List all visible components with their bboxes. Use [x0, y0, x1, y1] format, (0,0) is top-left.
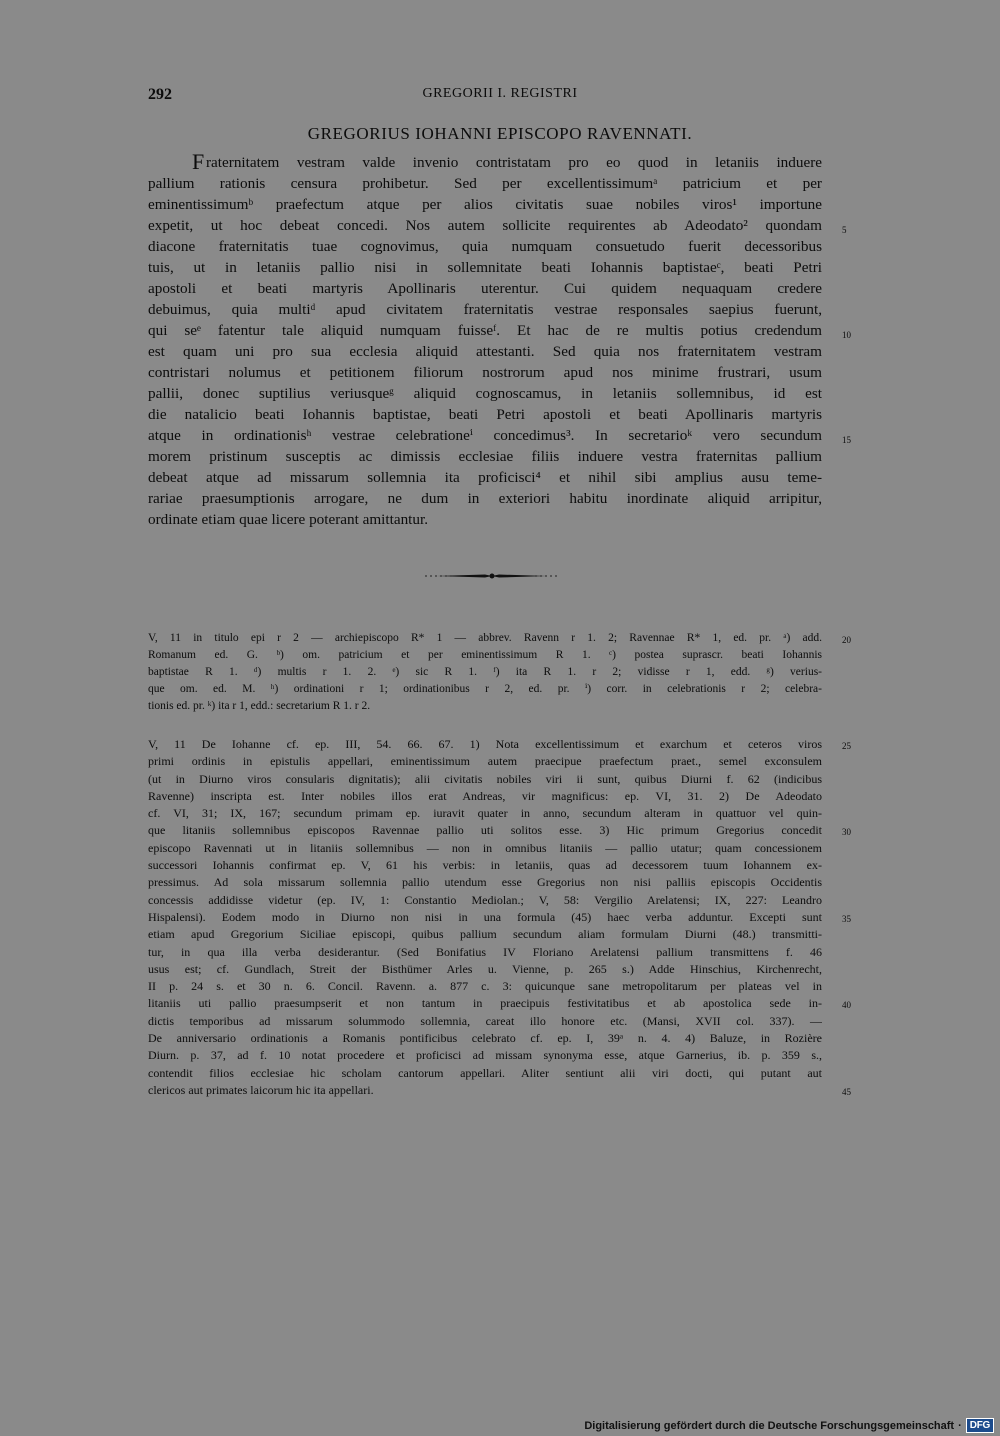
- text-line: [148, 664, 822, 681]
- text-line: [148, 995, 851, 1012]
- line-text: debeat atque ad missarum sollemnia ita proficisci⁴ et nihil sibi amplius ausu teme-: [148, 469, 822, 486]
- line-number: 20: [842, 635, 851, 645]
- text-line: [148, 320, 851, 341]
- text-line: [148, 926, 822, 943]
- line-text: expetit, ut hoc debeat concedi. Nos autem sollicite requirentes ab Adeodato² quondam: [148, 217, 822, 234]
- text-line: F raternitatem vestram valde invenio contristatam pro eo quod in letaniis induere: [148, 152, 822, 173]
- line-number: 40: [842, 1000, 851, 1011]
- text-line: [148, 1013, 822, 1030]
- line-number: 10: [842, 330, 851, 340]
- line-text: pallium rationis censura prohibetur. Sed per excellentissimumᵃ patricium et per: [148, 175, 822, 192]
- text-line: [148, 488, 822, 509]
- dfg-logo: DFG: [966, 1418, 994, 1433]
- text-line: [148, 509, 822, 530]
- line-number: 30: [842, 827, 851, 838]
- line-text: raternitatem vestram valde invenio contristatam pro eo quod in letaniis induere: [206, 154, 822, 171]
- line-text: Diurn. p. 37, ad f. 10 notat procedere et proficisci ad missam synonyma esse, atque Garnerius, ib. p. 359 s.,: [148, 1048, 822, 1063]
- text-line: [148, 194, 822, 215]
- line-text: primi ordinis in epistulis appellari, eminentissimum autem praecipue praefectum praet., semel exconsulem: [148, 754, 822, 769]
- line-text: tionis ed. pr. ᵏ) ita r 1, edd.: secretarium R 1. r 2.: [148, 700, 371, 712]
- commentary-notes: [148, 736, 851, 1099]
- line-text: cf. VI, 31; IX, 167; secundum primam ep. iuravit quater in anno, secundum alteram in quattuor vel quin-: [148, 806, 822, 821]
- line-text: litaniis uti pallio praesumpserit et non tantum in praecipuis festivitatibus et ab apostolica sede in-: [148, 996, 822, 1011]
- text-line: [148, 874, 822, 891]
- text-line: [148, 362, 822, 383]
- line-text: usus est; cf. Gundlach, Streit der Bisthümer Arles u. Vienne, p. 265 s.) Adde Hinschius, Kirchenrecht,: [148, 961, 822, 976]
- line-text: die natalicio beati Iohannis baptistae, beati Petri apostoli et beati Apollinaris martyris: [148, 406, 822, 423]
- text-line: [148, 446, 822, 467]
- line-text: successori Iohannis confirmat ep. V, 61 his verbis: in letaniis, quas ad decessorem tuum Iohannem ex-: [148, 858, 822, 873]
- line-number: 25: [842, 741, 851, 751]
- text-line: [148, 840, 822, 857]
- footer-credit: Digitalisierung gefördert durch die Deutsche Forschungsgemeinschaft · DFG: [584, 1418, 994, 1433]
- line-text: De anniversario ordinationis a Romanis pontificibus celebrato cf. ep. I, 39ᵃ n. 4. 4) Baluze, in Rozière: [148, 1031, 822, 1046]
- text-line: [148, 383, 822, 404]
- line-number: 45: [842, 1086, 851, 1097]
- footer-text: Digitalisierung gefördert durch die Deutsche Forschungsgemeinschaft: [584, 1419, 955, 1432]
- text-line: [148, 805, 822, 822]
- line-text: qui seᵉ fatentur tale aliquid numquam fuisseᶠ. Et hac de re multis potius credendum: [148, 322, 822, 339]
- text-line: [148, 1030, 822, 1047]
- line-text: (ut in Diurno viros consularis dignitatis); alii civitatis nobiles viri ii sunt, quibus Diurni f. 62 (indicibus: [148, 771, 822, 786]
- text-line: [148, 236, 822, 257]
- text-line: [148, 299, 822, 320]
- line-text: que om. ed. M. ʰ) ordinationi r 1; ordinationibus r 2, ed. pr. ⁱ) corr. in celebrationis r 2; celebra-: [148, 683, 822, 695]
- text-line: [148, 425, 851, 446]
- line-text: diacone fraternitatis tuae cognovimus, quia numquam consuetudo fuerit decessoribus: [148, 238, 822, 255]
- line-text: clericos aut primates laicorum hic ita appellari.: [148, 1082, 374, 1097]
- text-line: [148, 857, 822, 874]
- text-line: [148, 698, 822, 715]
- text-line: [148, 788, 822, 805]
- line-text: Romanum ed. G. ᵇ) om. patricium et per eminentissimum R 1. ᶜ) postea suprascr. beati Iohannis: [148, 649, 822, 661]
- line-text: dictis temporibus ad missarum solummodo sollemnia, careat illo honore etc. (Mansi, XVII col. 337). —: [148, 1013, 822, 1028]
- line-text: II p. 24 s. et 30 n. 6. Concil. Ravenn. a. 877 c. 3: quicunque sane metropolitarum per plateas vel in: [148, 979, 822, 994]
- page-number: 292: [148, 86, 172, 103]
- line-text: episcopo Ravennati ut in litaniis sollemnibus — non in omnibus litaniis — pallio utatur; quam concessionem: [148, 840, 822, 855]
- line-text: que litaniis sollemnibus episcopos Ravennae pallio uti solitos esse. 3) Hic primum Gregorius concedit: [148, 823, 822, 838]
- text-line: [148, 467, 822, 488]
- line-text: V, 11 in titulo epi r 2 — archiepiscopo R* 1 — abbrev. Ravenn r 1. 2; Ravennae R* 1, ed. pr. ᵃ) add.: [148, 632, 822, 644]
- line-text: Hispalensi). Eodem modo in Diurno non nisi in una formula (45) haec verba adduntur. Excepti sunt: [148, 909, 822, 924]
- ornament-divider: [425, 572, 559, 580]
- line-text: concessis addidisse videtur (ep. IV, 1: Constantio Mediolan.; V, 58: Vergilio Arelatensi; IX, 227: Leandro: [148, 892, 822, 907]
- line-text: contendit filios ecclesiae hic scholam cantorum appellari. Aliter sentiunt alii viri docti, qui putant aut: [148, 1065, 822, 1080]
- text-line: [148, 630, 851, 647]
- line-number: 35: [842, 913, 851, 924]
- line-text: contristari nolumus et petitionem filiorum nostrorum apud nos minime frustrari, usum: [148, 364, 822, 381]
- letter-body: [148, 149, 851, 530]
- text-line: [148, 753, 822, 770]
- line-number: 5: [842, 225, 847, 235]
- line-text: morem pristinum susceptis ac dimissis ecclesiae filiis induere vestra fraternitas pallium: [148, 448, 822, 465]
- line-text: pressimus. Ad sola missarum sollemnia pallio utendum esse Gregorius non nisi palliis episcopis Occidentis: [148, 875, 822, 890]
- text-line: [148, 257, 822, 278]
- text-line: [148, 909, 851, 926]
- critical-apparatus: [148, 630, 851, 715]
- line-text: apostoli et beati martyris Apollinaris uterentur. Cui quidem nequaquam credere: [148, 280, 822, 297]
- line-text: debuimus, quia multiᵈ apud civitatem fraternitatis vestrae responsales saepius fuerunt,: [148, 301, 822, 318]
- text-line: [148, 892, 822, 909]
- text-line: [148, 978, 822, 995]
- line-text: atque in ordinationisʰ vestrae celebrationeⁱ concedimus³. In secretarioᵏ vero secundum: [148, 427, 822, 444]
- line-text: tuis, ut in letaniis pallio nisi in sollemnitate beati Iohannis baptistaeᶜ, beati Petri: [148, 259, 822, 276]
- line-text: ordinate etiam quae licere poterant amittantur.: [148, 511, 429, 528]
- line-text: tur, in qua illa verba desiderantur. (Sed Bonifatius IV Floriano Arelatensi pallium transmittens f. 46: [148, 944, 822, 959]
- text-line: [148, 736, 851, 753]
- running-head: GREGORII I. REGISTRI: [422, 86, 578, 101]
- text-line: [148, 822, 851, 839]
- line-text: V, 11 De Iohanne cf. ep. III, 54. 66. 67. 1) Nota excellentissimum et exarchum et ceteros viros: [148, 737, 822, 751]
- text-line: [148, 1047, 822, 1064]
- line-number: 15: [842, 435, 851, 445]
- text-line: [148, 278, 822, 299]
- text-line: [148, 1065, 822, 1082]
- text-line: [148, 215, 847, 236]
- text-line: [148, 341, 822, 362]
- text-line: [148, 771, 822, 788]
- letter-title: GREGORIUS IOHANNI EPISCOPO RAVENNATI.: [307, 124, 693, 143]
- text-line: [148, 944, 822, 961]
- text-line: [148, 173, 822, 194]
- line-text: est quam uni pro sua ecclesia aliquid attestanti. Sed quia nos fraternitatem vestram: [148, 343, 822, 360]
- line-text: baptistae R 1. ᵈ) multis r 1. 2. ᵉ) sic R 1. ᶠ) ita R 1. r 2; vidisse r 1, edd. ᵍ) verius-: [148, 666, 822, 678]
- line-text: etiam apud Gregorium Siciliae episcopi, quibus pallium secundum aliam formulam Diurni (48.) transmitti-: [148, 927, 822, 942]
- text-line: [148, 404, 822, 425]
- text-line: [148, 681, 822, 698]
- text-line: [148, 1082, 851, 1099]
- text-line: [148, 961, 822, 978]
- text-line: [148, 647, 822, 664]
- line-text: eminentissimumᵇ praefectum atque per alios civitatis suae nobiles viros¹ importune: [148, 196, 822, 213]
- line-text: rariae praesumptionis arrogare, ne dum in exteriori habitu inordinate aliquid arripitur,: [148, 490, 822, 507]
- line-text: pallii, donec suptilius veriusqueᵍ aliquid cognoscamus, in letaniis sollemnibus, id est: [148, 385, 822, 402]
- line-text: Ravenne) inscripta est. Inter nobiles illos erat Andreas, vir magnificus: ep. VI, 31. 2) De Adeodato: [148, 788, 822, 803]
